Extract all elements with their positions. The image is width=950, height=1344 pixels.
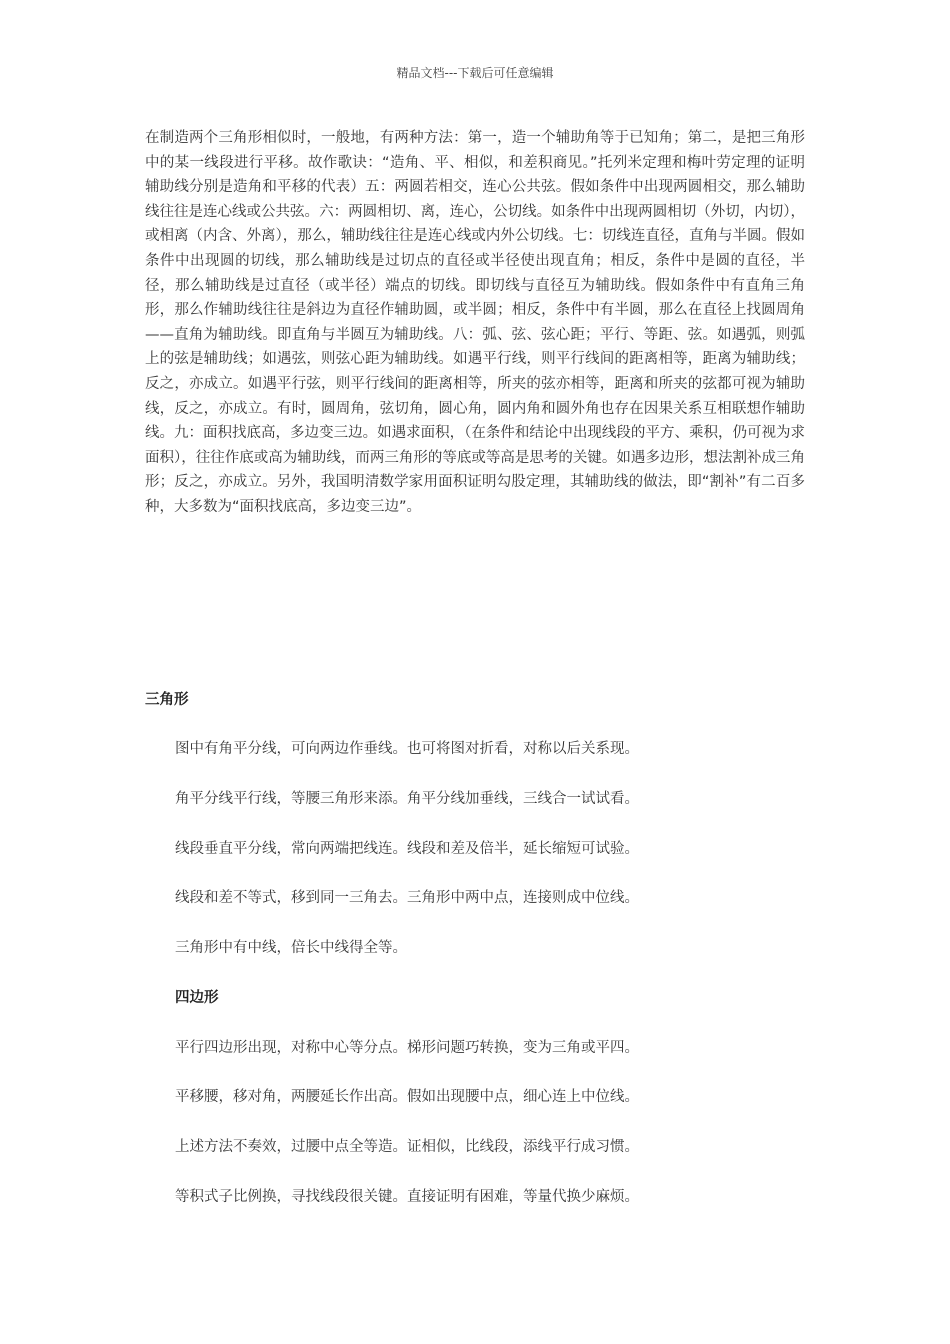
triangle-rhyme-5: 三角形中有中线，倍长中线得全等。 xyxy=(175,940,407,956)
triangle-rhyme-2: 角平分线平行线，等腰三角形来添。角平分线加垂线，三线合一试试看。 xyxy=(175,791,639,807)
intro-paragraph: 在制造两个三角形相似时，一般地，有两种方法：第一，造一个辅助角等于已知角；第二，是把三角形中的某一线段进行平移。故作歌诀：“造角、平、相似，和差积商见。”托列米定理和梅叶劳定理的证明辅助线分别是造角和平移的代表）五：两圆若相交，连心公共弦。假如条件中出现两圆相交，那么辅助线往往是连心线或公共弦。六：两圆相切、离，连心，公切线。如条件中出现两圆相切（外切，内切），或相离（内含、外离），那么，辅助线往往是连心线或内外公切线。七：切线连直径，直角与半圆。假如条件中出现圆的切线，那么辅助线是过切点的直径或半径使出现直角；相反，条件中是圆的直径，半径，那么辅助线是过直径（或半径）端点的切线。即切线与直径互为辅助线。假如条件中有直角三角形，那么作辅助线往往是斜边为直径作辅助圆，或半圆；相反，条件中有半圆，那么在直径上找圆周角——直角为辅助线。即直角与半圆互为辅助线。八：弧、弦、弦心距；平行、等距、弦。如遇弧，则弧上的弦是辅助线；如遇弦，则弦心距为辅助线。如遇平行线，则平行线间的距离相等，距离为辅助线；反之，亦成立。如遇平行弦，则平行线间的距离相等，所夹的弦亦相等，距离和所夹的弦都可视为辅助线，反之，亦成立。有时，圆周角，弦切角，圆心角，圆内角和圆外角也存在因果关系互相联想作辅助线。九：面积找底高，多边变三边。如遇求面积，（在条件和结论中出现线段的平方、乘积，仍可视为求面积），往往作底或高为辅助线，而两三角形的等底或等高是思考的关键。如遇多边形，想法割补成三角形；反之，亦成立。另外，我国明清数学家用面积证明勾股定理，其辅助线的做法，即“割补”有二百多种，大多数为“面积找底高，多边变三边”。 xyxy=(145,130,805,515)
quadrilateral-rhyme-4: 等积式子比例换，寻找线段很关键。直接证明有困难，等量代换少麻烦。 xyxy=(175,1189,639,1205)
quadrilateral-rhyme-2: 平移腰，移对角，两腰延长作出高。假如出现腰中点，细心连上中位线。 xyxy=(175,1089,639,1105)
quadrilateral-rhyme-1: 平行四边形出现，对称中心等分点。梯形问题巧转换，变为三角或平四。 xyxy=(175,1040,639,1056)
section-title-quadrilateral: 四边形 xyxy=(175,990,219,1006)
section-title-triangle: 三角形 xyxy=(145,692,189,708)
quadrilateral-rhyme-3: 上述方法不奏效，过腰中点全等造。证相似，比线段，添线平行成习惯。 xyxy=(175,1139,639,1155)
triangle-rhyme-1: 图中有角平分线，可向两边作垂线。也可将图对折看，对称以后关系现。 xyxy=(175,741,639,757)
triangle-rhyme-3: 线段垂直平分线，常向两端把线连。线段和差及倍半，延长缩短可试验。 xyxy=(175,841,639,857)
page-header: 精品文档---下载后可任意编辑 xyxy=(396,66,554,80)
triangle-rhyme-4: 线段和差不等式，移到同一三角去。三角形中两中点，连接则成中位线。 xyxy=(175,890,639,906)
